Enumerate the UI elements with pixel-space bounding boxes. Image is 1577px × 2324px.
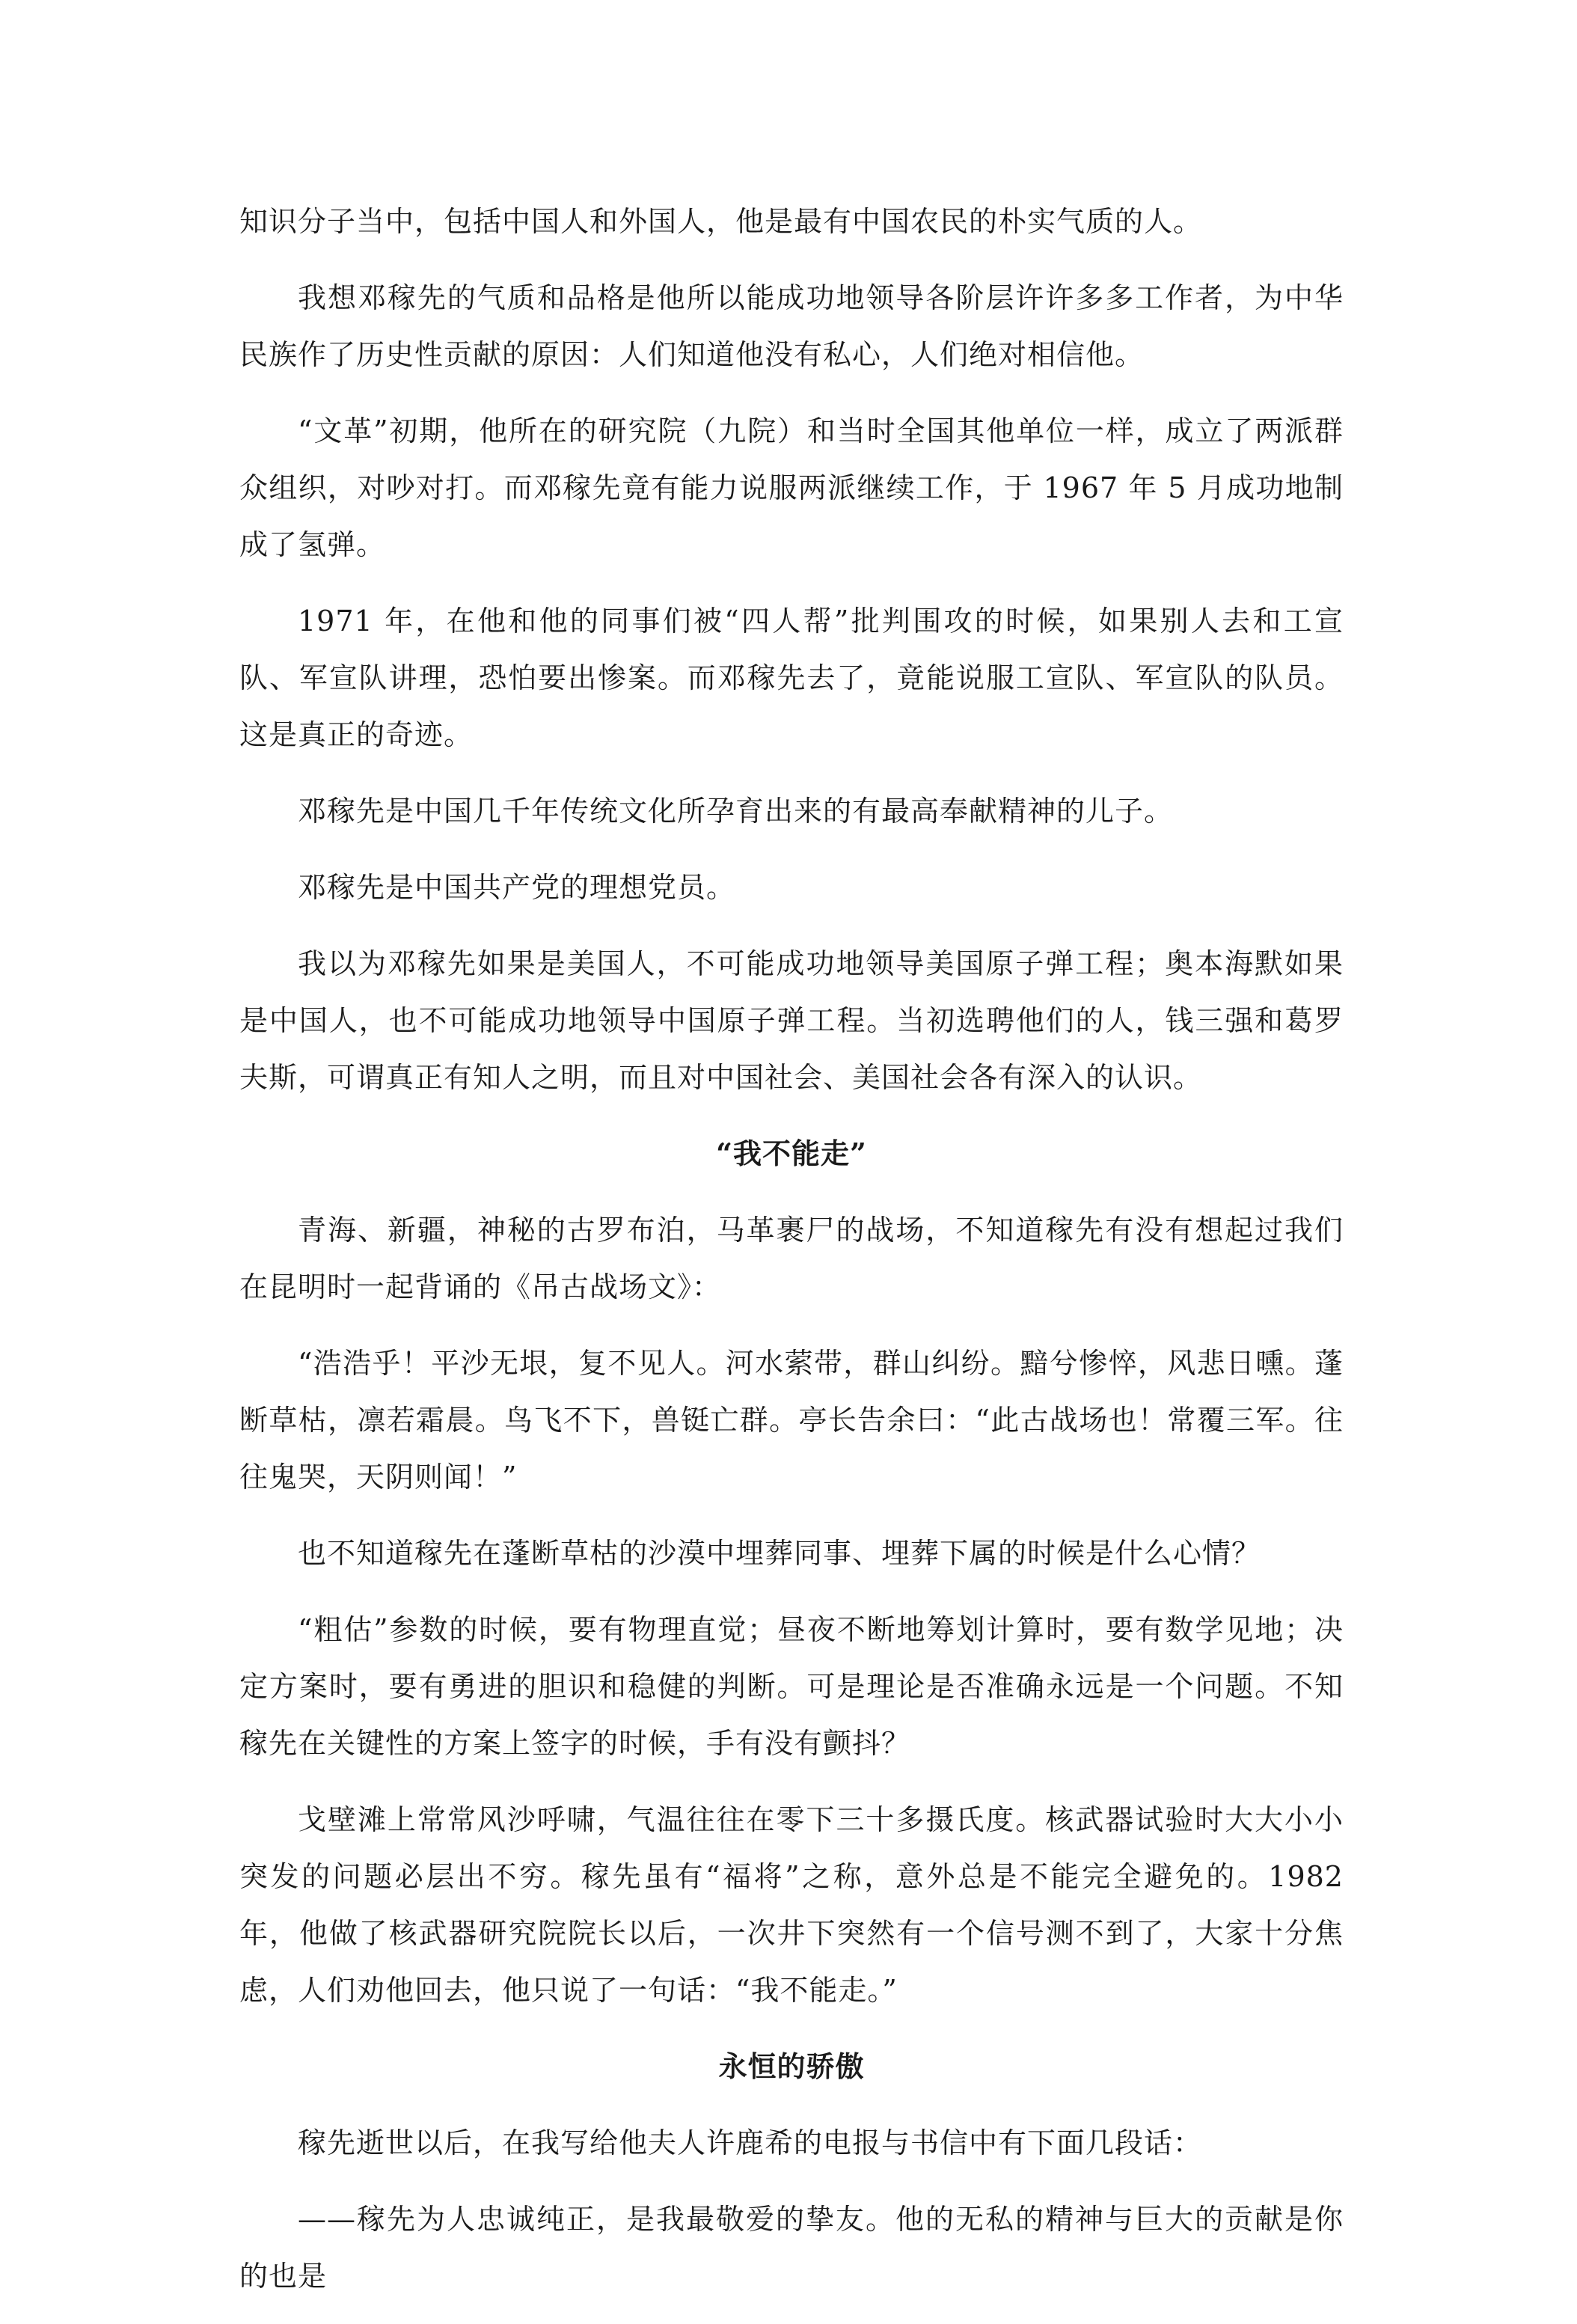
paragraph: 知识分子当中，包括中国人和外国人，他是最有中国农民的朴实气质的人。 (239, 205, 1203, 238)
paragraph: 青海、新疆，神秘的古罗布泊，马革裹尸的战场，不知道稼先有没有想起过我们在昆明时一起背诵的《吊古战场文》： (239, 1214, 1344, 1303)
paragraph: ——稼先为人忠诚纯正，是我最敬爱的挚友。他的无私的精神与巨大的贡献是你的也是 (239, 2203, 1344, 2293)
document-page (239, 193, 1344, 2324)
section-part2 (239, 1202, 1344, 2019)
paragraph: 也不知道稼先在蓬断草枯的沙漠中埋葬同事、埋葬下属的时候是什么心情？ (298, 1537, 1261, 1570)
section-heading-wo-bu-neng-zou: “我不能走” (716, 1137, 867, 1170)
paragraph: 我以为邓稼先如果是美国人，不可能成功地领导美国原子弹工程；奥本海默如果是中国人，也不可能成功地领导中国原子弹工程。当初选聘他们的人，钱三强和葛罗夫斯，可谓真正有知人之明，而且对中国社会、美国社会各有深入的认识。 (239, 947, 1344, 1094)
paragraph: “粗估”参数的时候，要有物理直觉；昼夜不断地筹划计算时，要有数学见地；决定方案时，要有勇进的胆识和稳健的判断。可是理论是否准确永远是一个问题。不知稼先在关键性的方案上签字的时候，手有没有颤抖？ (239, 1613, 1344, 1760)
paragraph: “浩浩乎！平沙无垠，复不见人。河水萦带，群山纠纷。黯兮惨悴，风悲日曛。蓬断草枯，凛若霜晨。鸟飞不下，兽铤亡群。亭长告余曰：“此古战场也！常覆三军。往往鬼哭，天阴则闻！” (239, 1347, 1344, 1493)
paragraph: 我想邓稼先的气质和品格是他所以能成功地领导各阶层许许多多工作者，为中华民族作了历史性贡献的原因：人们知道他没有私心，人们绝对相信他。 (239, 281, 1344, 371)
paragraph: “文革”初期，他所在的研究院（九院）和当时全国其他单位一样，成立了两派群众组织，对吵对打。而邓稼先竟有能力说服两派继续工作，于 1967 年 5 月成功地制成了氢弹。 (239, 415, 1344, 561)
paragraph: 邓稼先是中国几千年传统文化所孕育出来的有最高奉献精神的儿子。 (298, 795, 1174, 828)
section-heading-yong-heng-de-jiao-ao: 永恒的骄傲 (718, 2049, 865, 2083)
paragraph: 邓稼先是中国共产党的理想党员。 (298, 871, 736, 904)
paragraph: 稼先逝世以后，在我写给他夫人许鹿希的电报与书信中有下面几段话： (298, 2126, 1203, 2159)
paragraph: 1971 年，在他和他的同事们被“四人帮”批判围攻的时候，如果别人去和工宣队、军宣队讲理，恐怕要出惨案。而邓稼先去了，竟能说服工宣队、军宣队的队员。这是真正的奇迹。 (239, 605, 1344, 751)
paragraph: 戈壁滩上常常风沙呼啸，气温往往在零下三十多摄氏度。核武器试验时大大小小突发的问题必层出不穷。稼先虽有“福将”之称，意外总是不能完全避免的。1982 年，他做了核武器研究院院长以后，一次井下突然有一个信号测不到了，大家十分焦虑，人们劝他回去，他只说了一句话：“我不能走。” (239, 1803, 1344, 2007)
section-part3 (239, 2114, 1344, 2305)
section-part1 (239, 193, 1344, 1106)
